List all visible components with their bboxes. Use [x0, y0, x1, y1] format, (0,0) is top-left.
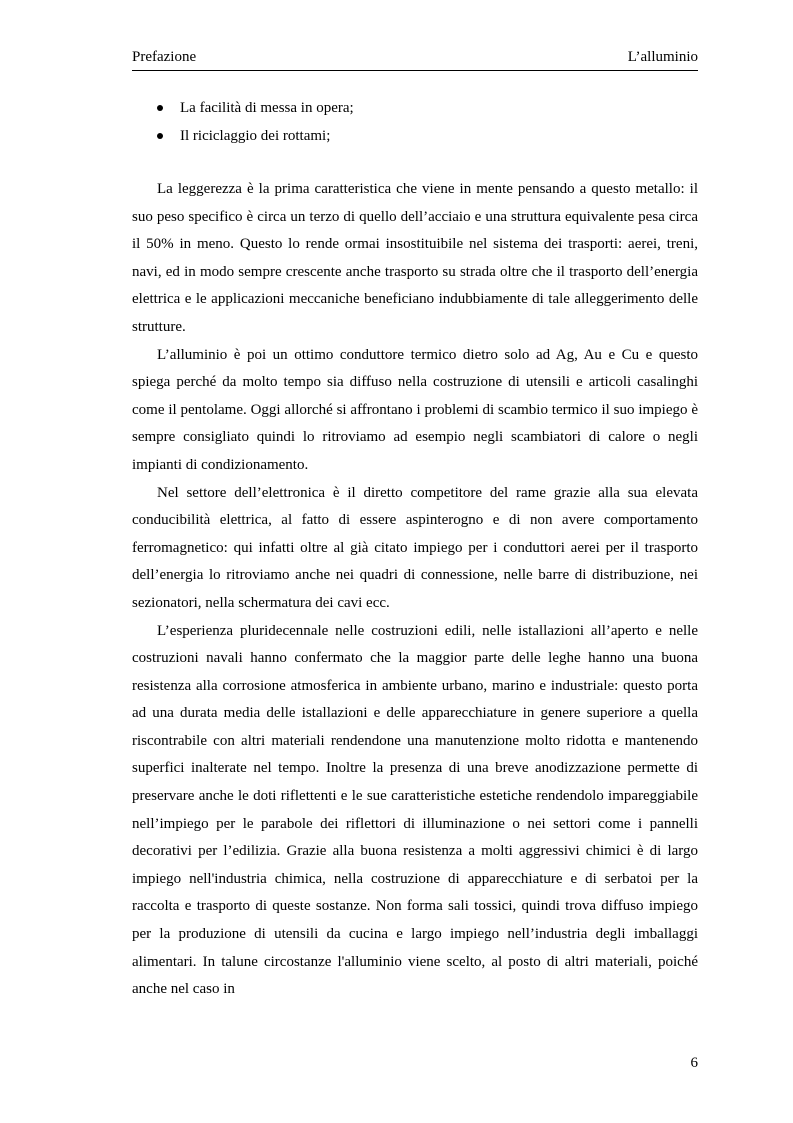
list-item — [132, 94, 698, 122]
bullet-list — [132, 94, 698, 150]
bullet-icon — [157, 133, 163, 139]
list-item — [132, 122, 698, 150]
bullet-icon — [157, 105, 163, 111]
list-item-text: La facilità di messa in opera; — [180, 100, 354, 116]
paragraph: L’esperienza pluridecennale nelle costruzioni edili, nelle istallazioni all’aperto e nelle costruzioni navali hanno confermato che la maggior parte delle leghe hanno una buona resistenza alla corrosione atmosferica in ambiente urbano, marino e industriale: questo porta ad una durata media delle istallazioni e delle apparecchiature in genere superiore a quella riscontrabile con altri materiali rendendone una manutenzione molto ridotta e mantenendo superfici inalterate nel tempo. Inoltre la presenza di una breve anodizzazione permette di preservare anche le doti riflettenti e le sue caratteristiche estetiche rendendolo impareggiabile nell’impiego per le parabole dei riflettori di illuminazione o nei settori come i pannelli decorativi per l’edilizia. Grazie alla buona resistenza a molti aggressivi chimici è di largo impiego nell'industria chimica, nella costruzione di apparecchiature e di serbatoi per la raccolta e trasporto di queste sostanze. Non forma sali tossici, quindi trova diffuso impiego per la produzione di utensili da cucina e largo impiego nell’industria degli imballaggi alimentari. In talune circostanze l'alluminio viene scelto, al posto di altri materiali, poiché anche nel caso in — [132, 622, 698, 998]
running-header — [132, 48, 698, 71]
paragraph: L’alluminio è poi un ottimo conduttore termico dietro solo ad Ag, Au e Cu e questo spiega perché da molto tempo sia diffuso nella costruzione di utensili e articoli casalinghi come il pentolame. Oggi allorché si affrontano i problemi di scambio termico il suo impiego è sempre consigliato quindi lo ritroviamo ad esempio negli scambiatori di calore o negli impianti di condizionamento. — [132, 346, 698, 473]
paragraph: Nel settore dell’elettronica è il diretto competitore del rame grazie alla sua elevata conducibilità elettrica, al fatto di essere aspinterogno e di non avere comportamento ferromagnetico: qui infatti oltre al già citato impiego per i conduttori aerei per il trasporto dell’energia lo ritroviamo anche nei quadri di connessione, nelle barre di distribuzione, nei sezionatori, nella schermatura dei cavi ecc. — [132, 484, 698, 611]
header-section-title: Prefazione — [132, 49, 197, 65]
header-chapter-title: L’alluminio — [627, 49, 698, 65]
list-item-text: Il riciclaggio dei rottami; — [180, 128, 331, 144]
page-number: 6 — [690, 1055, 698, 1071]
paragraph: La leggerezza è la prima caratteristica che viene in mente pensando a questo metallo: il suo peso specifico è circa un terzo di quello dell’acciaio e una struttura equivalente pesa circa il 50% in meno. Questo lo rende ormai insostituibile nel sistema dei trasporti: aerei, treni, navi, ed in modo sempre crescente anche trasporto su strada oltre che il trasporto dell’energia elettrica e le applicazioni meccaniche beneficiano indubbiamente di tale alleggerimento delle strutture. — [132, 181, 698, 335]
body-text — [132, 176, 698, 1004]
